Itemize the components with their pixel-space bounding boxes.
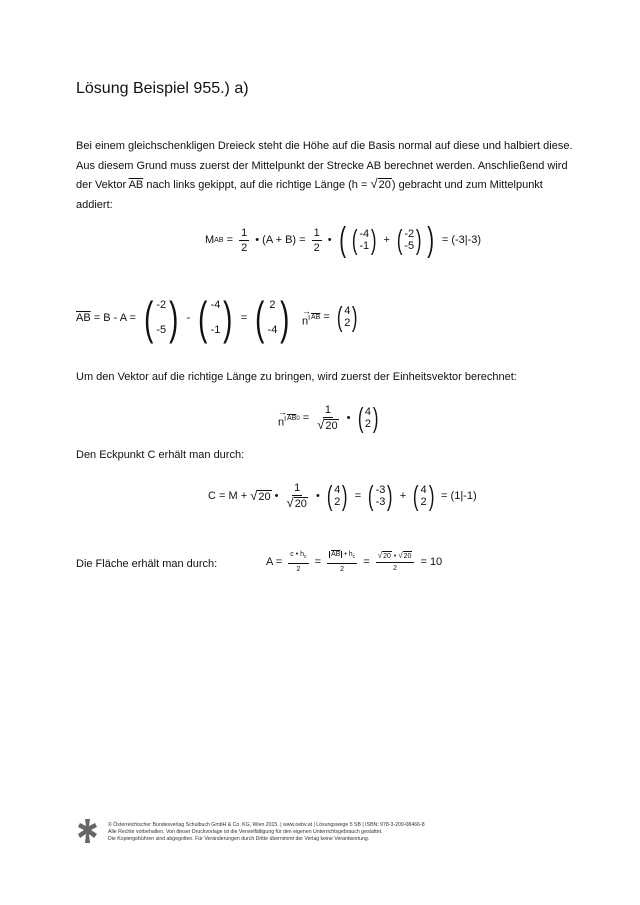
text: = B - A =	[90, 312, 139, 324]
text: +	[396, 490, 410, 502]
root-arg: 20	[383, 553, 391, 560]
equation-area	[266, 550, 442, 574]
intro-paragraph	[76, 137, 576, 215]
component: -2	[404, 228, 415, 240]
component: 2	[334, 496, 341, 508]
text: nach links gekippt, auf die richtige Länge (h =	[143, 179, 371, 191]
text: =	[320, 311, 333, 323]
subscript-ab: $\overline{AB}$	[287, 414, 297, 422]
subscript	[287, 415, 300, 422]
vector-normal: ( 4 2 )	[413, 480, 435, 511]
denominator: √ 20	[317, 417, 338, 432]
page-title: Lösung Beispiel 955.) a)	[76, 80, 249, 97]
numerator: 1	[324, 404, 331, 416]
denominator: 2	[340, 566, 345, 573]
footer	[108, 822, 425, 844]
subscript: $\overline{AB}$	[311, 313, 321, 321]
component: -1	[210, 324, 221, 336]
fraction	[285, 482, 310, 510]
component: 4	[334, 484, 341, 496]
superscript: I	[284, 415, 287, 423]
intro-line-4: addiert:	[76, 198, 113, 211]
fraction-area-2	[327, 550, 357, 574]
abs-bars	[329, 551, 342, 558]
intro-line-1: Bei einem gleichschenkligen Dreieck steht die Höhe auf die Basis normal auf diese und halbiert diese.	[76, 140, 573, 152]
component: -5	[156, 324, 167, 336]
root-arg: 20	[403, 553, 412, 560]
vector: ( 4 2 )	[336, 301, 358, 332]
equation-normal-vector	[302, 303, 362, 331]
vector-b: ( -2 -5 )	[396, 224, 422, 255]
denominator: 2	[313, 241, 320, 254]
text: •	[324, 234, 335, 246]
denominator: 2	[241, 241, 248, 254]
component: -4	[359, 228, 370, 240]
equation-midpoint	[205, 221, 482, 259]
component: -4	[267, 324, 278, 336]
fraction-half	[312, 227, 322, 254]
text: =	[237, 312, 251, 324]
text: n	[302, 315, 309, 328]
denominator: 2	[393, 565, 397, 572]
component: 4	[364, 406, 372, 418]
vector-ab: $\overline{AB}$	[76, 312, 91, 324]
normal-vector: → $n^I$	[302, 305, 311, 328]
text: •	[343, 412, 354, 424]
vector-ab: $\overline{AB}$	[128, 179, 144, 191]
text: =	[360, 556, 373, 568]
fraction-area-3	[376, 551, 415, 573]
equation-unit-vector	[278, 404, 382, 432]
root-arg: 20	[325, 420, 338, 432]
component: -1	[359, 240, 370, 252]
root: √ 20	[370, 176, 391, 191]
component: 4	[420, 484, 427, 496]
component: -3	[375, 484, 386, 496]
text: C = M +	[208, 490, 251, 502]
fraction-area-1	[288, 550, 308, 574]
vector-result: ( 2 -4 )	[255, 292, 290, 344]
component: 2	[344, 317, 351, 329]
fraction-half	[239, 227, 249, 254]
result: = (1|-1)	[438, 490, 477, 502]
component: 2	[364, 418, 372, 430]
root: √ 20	[250, 487, 271, 503]
result: = 10	[417, 556, 443, 568]
sentence-area: Die Fläche erhält man durch:	[76, 558, 218, 570]
footer-liability: Die Kopiergebühren sind abgegolten. Für Veränderungen durch Dritte übernimmt der Verlag keine Verantwortung.	[108, 836, 370, 843]
numerator: 1	[294, 482, 301, 494]
root-arg: 20	[294, 498, 307, 510]
text: -	[183, 312, 194, 324]
subscript-zero: 0	[296, 415, 300, 422]
intro-line-2: Aus diesem Grund muss zuerst der Mittelpunkt der Strecke AB berechnet werden. Anschließend wird	[76, 159, 568, 172]
text: • h	[342, 551, 353, 558]
vector-a: ( -4 -1 )	[351, 224, 377, 255]
text: •	[312, 490, 323, 502]
root-arg: 20	[378, 179, 391, 191]
text: M	[205, 234, 215, 246]
sentence-point-c: Den Eckpunkt C erhält man durch:	[76, 449, 245, 461]
text: der Vektor	[76, 179, 129, 191]
result: = (-3|-3)	[438, 234, 482, 246]
numerator: √ 20 • √ 20	[376, 551, 415, 563]
subscript: c	[304, 554, 307, 560]
root-arg: 20	[258, 490, 271, 503]
component: -5	[404, 240, 415, 252]
text: =	[311, 556, 325, 568]
numerator	[327, 550, 357, 564]
denominator: 2	[296, 566, 301, 573]
subscript: AB	[214, 236, 224, 244]
subscript: c	[352, 554, 356, 560]
vector: ( 4 2 )	[357, 402, 379, 433]
equation-vector-ab	[76, 293, 295, 343]
component: -2	[156, 299, 167, 311]
text: =	[299, 412, 313, 424]
vector-b: ( -2 -5 )	[144, 292, 179, 344]
text: •	[391, 553, 399, 560]
text: n	[278, 416, 285, 429]
superscript: I	[308, 314, 311, 322]
footer-copyright: © Österreichischer Bundesverlag Schulbuch GmbH & Co. KG, Wien 2015. | www.oebv.at | Lösungswege 5 SB | ISBN: 978-3-209-08466-8	[108, 822, 425, 828]
outer-bracket: ( ( -4 -1 ) + ( -2 -5 ) )	[338, 221, 435, 259]
oebv-logo-icon	[76, 818, 100, 844]
component: 2	[420, 496, 427, 508]
numerator	[288, 550, 308, 564]
vector-normal: ( 4 2 )	[326, 480, 348, 511]
vector-ab: $\overline{AB}$	[331, 551, 341, 558]
component: 4	[344, 305, 351, 317]
vector-m: ( -3 -3 )	[368, 480, 393, 511]
component: -4	[210, 299, 221, 311]
text: •	[271, 490, 282, 502]
denominator: √ 20	[286, 495, 307, 510]
text: c • h	[290, 551, 305, 558]
text: +	[380, 234, 394, 246]
equation-point-c	[208, 482, 477, 510]
numerator: 1	[313, 226, 320, 239]
fraction	[315, 404, 340, 432]
sentence-unit-vector: Um den Vektor auf die richtige Länge zu bringen, wird zuerst der Einheitsvektor berechnet:	[76, 371, 517, 383]
numerator: 1	[241, 226, 248, 239]
text: =	[223, 234, 237, 246]
vector-a: ( -4 -1 )	[198, 292, 233, 344]
text: • (A + B) =	[252, 234, 309, 246]
footer-rights: Alle Rechte vorbehalten. Von dieser Druckvorlage ist die Vervielfältigung für den eigenen Unterrichtsgebrauch gestattet.	[108, 829, 383, 836]
text: A =	[266, 556, 286, 568]
intro-line-3	[76, 176, 576, 196]
text: ) gebracht und zum Mittelpunkt	[391, 179, 543, 191]
component: 2	[269, 299, 276, 311]
normal-vector: → $n^I$	[278, 406, 287, 429]
text: =	[351, 490, 365, 502]
component: -3	[375, 496, 386, 508]
